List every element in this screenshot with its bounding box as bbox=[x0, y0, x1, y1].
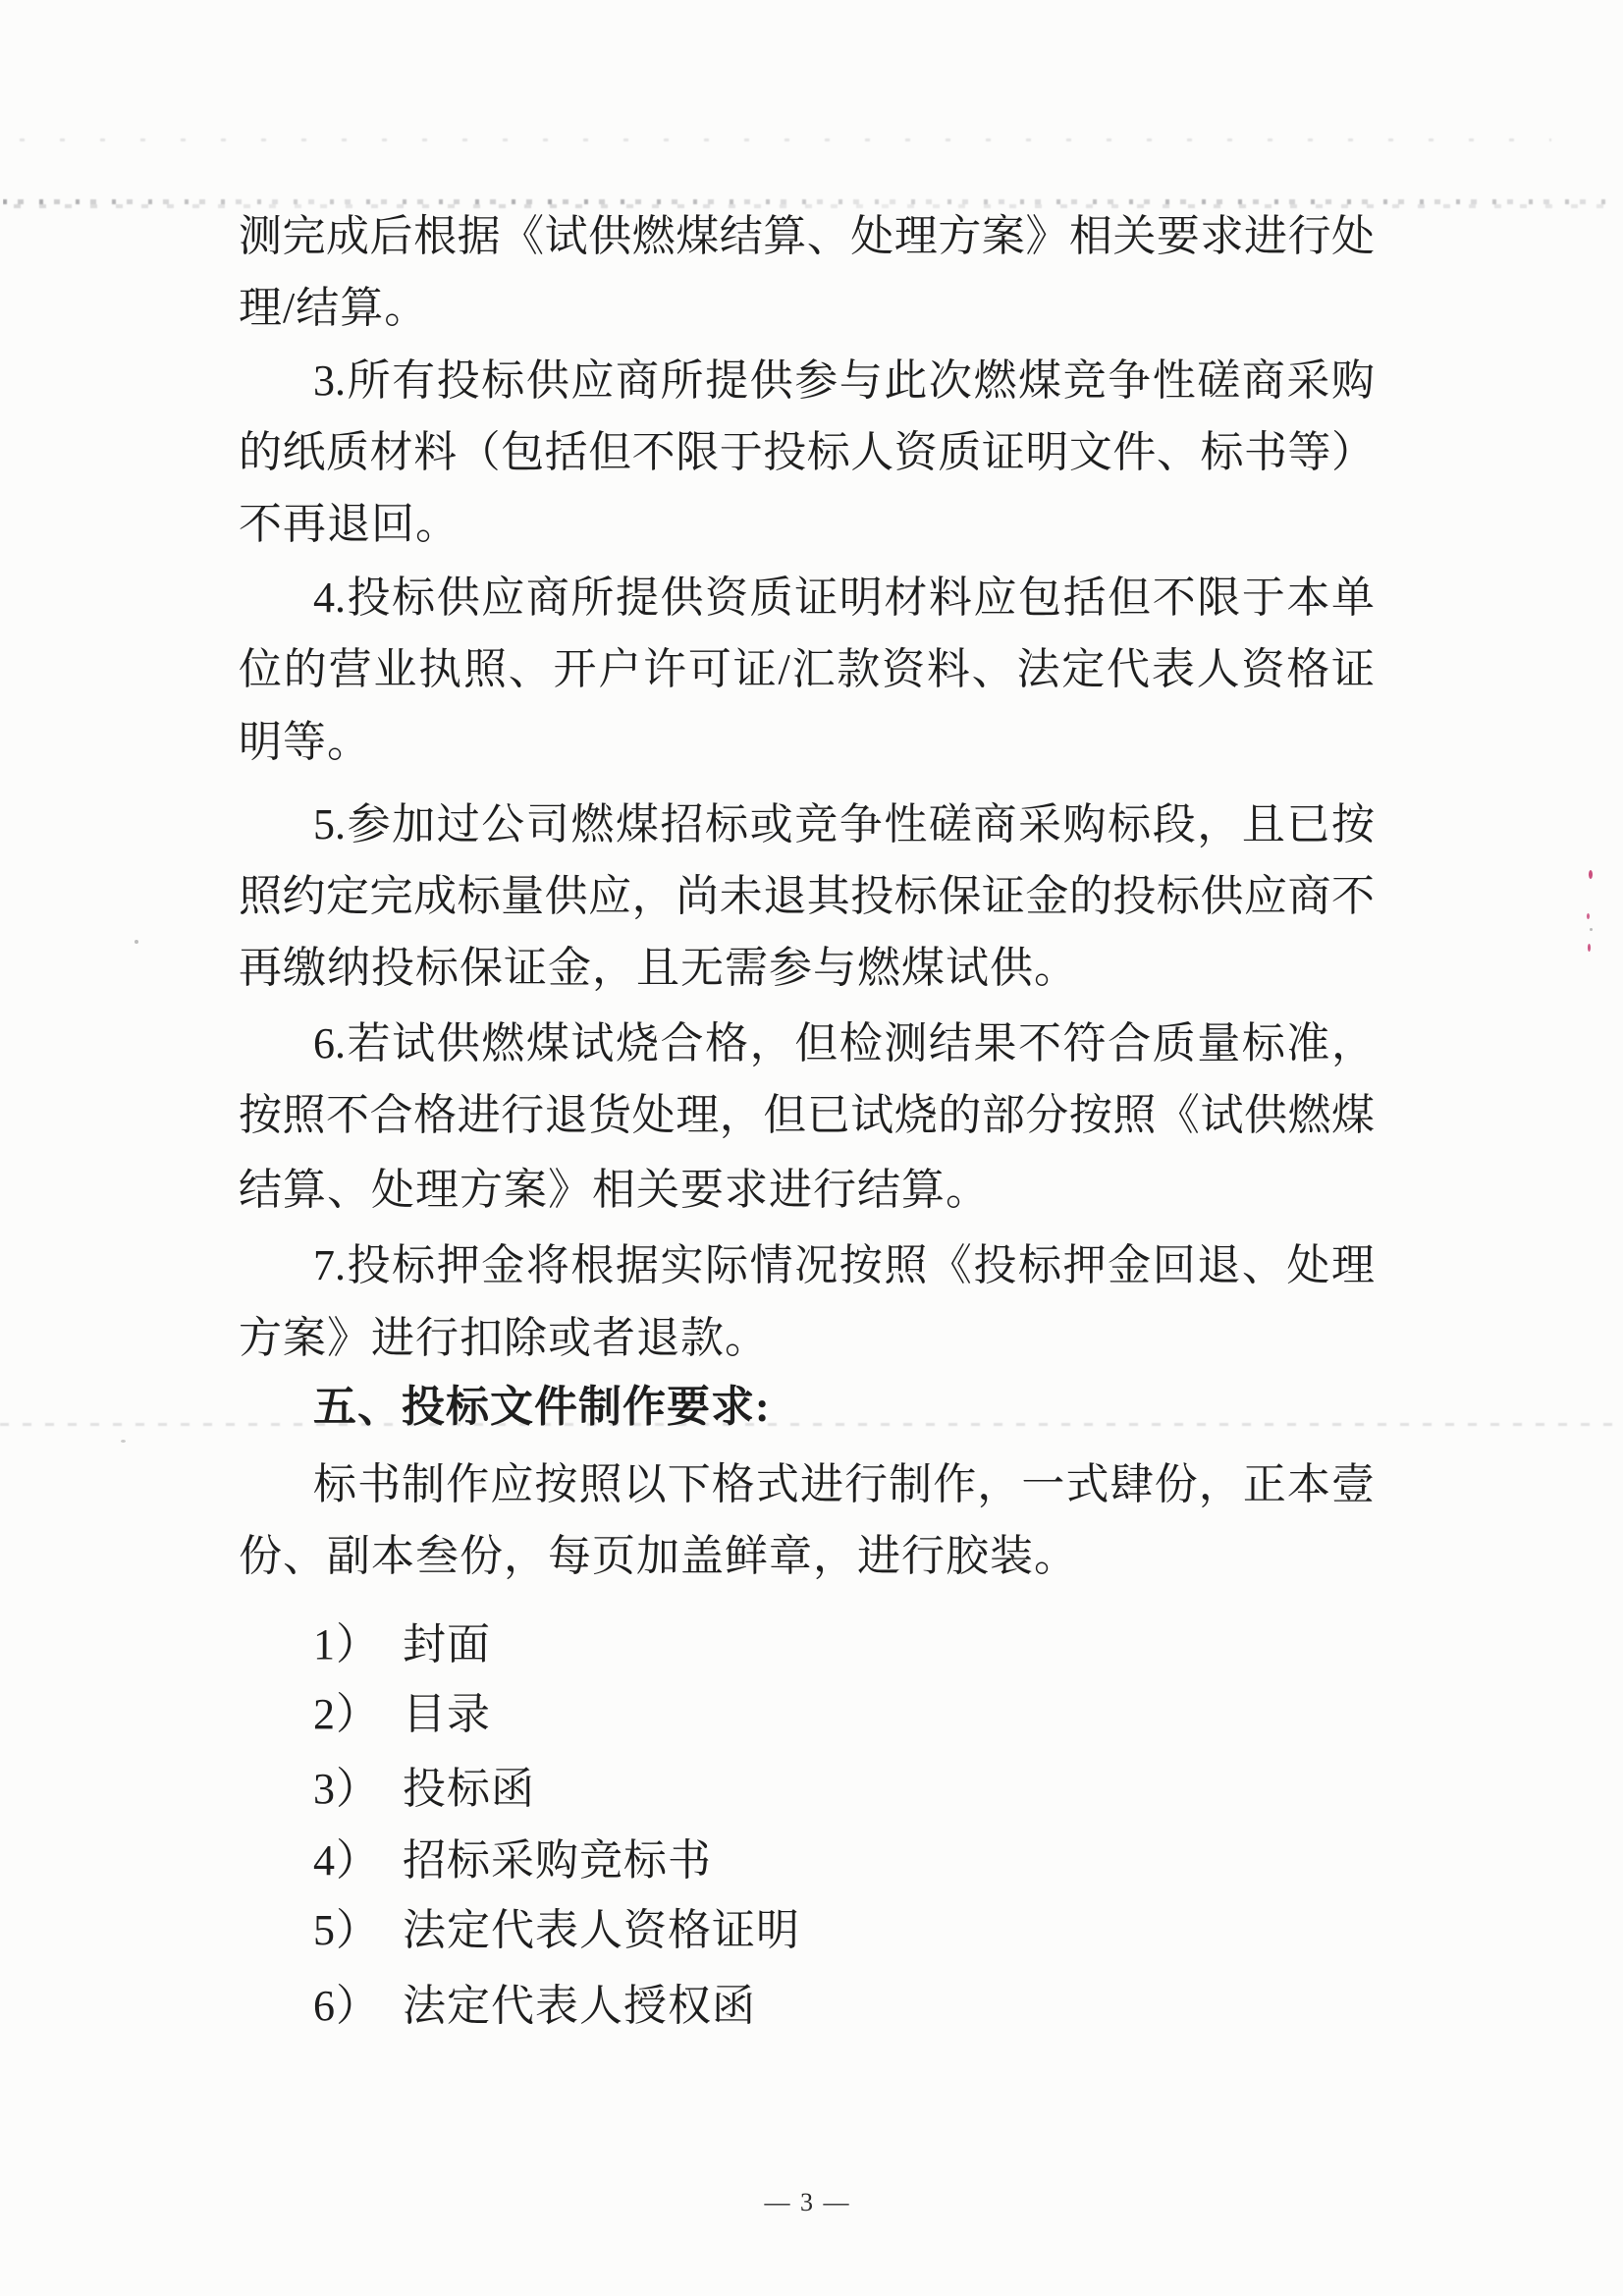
scan-noise-speckle-top bbox=[20, 138, 1551, 146]
page-number: — 3 — bbox=[764, 2188, 851, 2216]
scan-speck-gray bbox=[135, 940, 138, 944]
text-line: 测完成后根据《试供燃煤结算、处理方案》相关要求进行处 bbox=[239, 212, 1375, 260]
text-line: 份、副本叁份，每页加盖鲜章，进行胶装。 bbox=[239, 1532, 1078, 1580]
scan-noise-band bbox=[3, 195, 1608, 210]
scan-speck-red bbox=[1587, 913, 1590, 919]
text-line: 再缴纳投标保证金，且无需参与燃煤试供。 bbox=[239, 944, 1078, 992]
text-line: 按照不合格进行退货处理，但已试烧的部分按照《试供燃煤 bbox=[239, 1091, 1375, 1139]
text-line: 标书制作应按照以下格式进行制作，一式肆份，正本壹 bbox=[313, 1460, 1375, 1508]
scan-speck-red bbox=[1589, 870, 1593, 879]
section-heading-5: 五、投标文件制作要求: bbox=[313, 1383, 771, 1431]
list-item-3: 3） 投标函 bbox=[313, 1765, 535, 1813]
scan-speck-gray bbox=[1590, 928, 1593, 931]
paragraph-4-start: 4.投标供应商所提供资质证明材料应包括但不限于本单 bbox=[313, 574, 1375, 622]
text-line: 的纸质材料（包括但不限于投标人资质证明文件、标书等） bbox=[239, 428, 1375, 476]
list-item-2: 2） 目录 bbox=[313, 1690, 491, 1738]
paragraph-6-start: 6.若试供燃煤试烧合格，但检测结果不符合质量标准， bbox=[313, 1019, 1375, 1067]
list-item-4: 4） 招标采购竞标书 bbox=[313, 1836, 712, 1885]
paragraph-7-start: 7.投标押金将根据实际情况按照《投标押金回退、处理 bbox=[313, 1241, 1375, 1289]
paragraph-5-start: 5.参加过公司燃煤招标或竞争性磋商采购标段，且已按 bbox=[313, 800, 1375, 848]
scan-speck-red bbox=[1588, 944, 1591, 952]
text-line: 照约定完成标量供应，尚未退其投标保证金的投标供应商不 bbox=[239, 872, 1375, 920]
text-line: 明等。 bbox=[239, 718, 371, 766]
text-line: 理/结算。 bbox=[239, 284, 429, 332]
list-item-6: 6） 法定代表人授权函 bbox=[313, 1982, 756, 2030]
text-line: 不再退回。 bbox=[239, 500, 460, 548]
scan-speck-gray bbox=[121, 1440, 126, 1443]
paragraph-3-start: 3.所有投标供应商所提供参与此次燃煤竞争性磋商采购 bbox=[313, 356, 1375, 405]
list-item-5: 5） 法定代表人资格证明 bbox=[313, 1906, 800, 1954]
list-item-1: 1） 封面 bbox=[313, 1620, 491, 1668]
text-line: 结算、处理方案》相关要求进行结算。 bbox=[239, 1166, 990, 1214]
text-line: 方案》进行扣除或者退款。 bbox=[239, 1314, 769, 1362]
text-line: 位的营业执照、开户许可证/汇款资料、法定代表人资格证 bbox=[239, 645, 1375, 693]
